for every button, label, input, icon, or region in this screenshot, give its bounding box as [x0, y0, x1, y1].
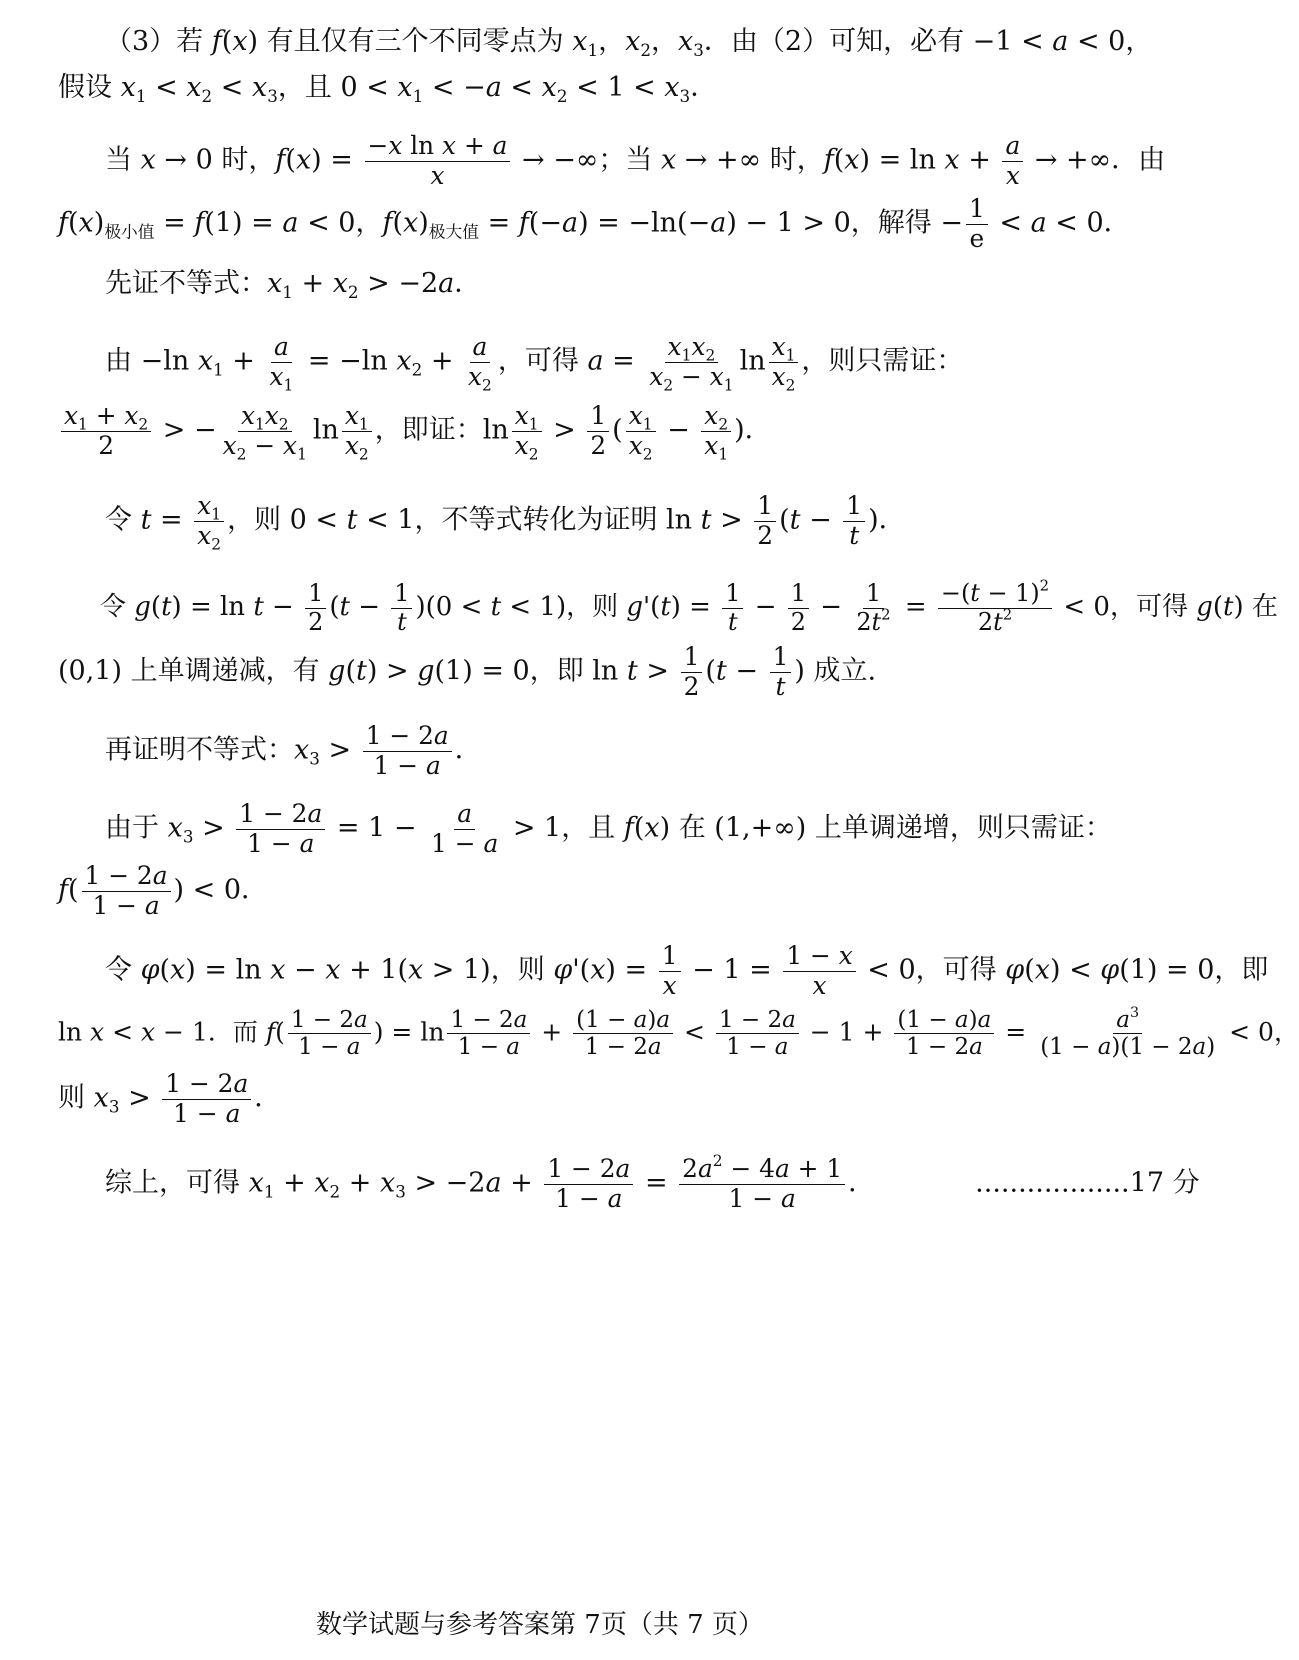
text-line-15: ln x < x − 1．而 f( $\frac{1 - 2a}{1 - a}$ ) = ln $\frac{1 - 2a}{1 - a}$ + $\frac{(1 - a)a}{1 - 2a}$ < $\frac{1 - 2a}{1 - a}$ − 1 + $\frac{(1 - a)a}{1 - 2a}$ = $\frac{a^3}{(1 - a)(1 - 2a)}$ < 0， [58, 1005, 1299, 1061]
text-line-13: f( $\frac{1 - 2a}{1 - a}$ ) < 0． [58, 861, 269, 920]
text-line-16: 则 $x_3$ > $\frac{1 - 2a}{1 - a}$ ． [58, 1069, 282, 1128]
text-line-9: 令 g(t) = ln t − $\frac{1}{2}$ (t − $\frac{1}{t}$ )(0 < t < 1)，则 g'(t) = $\frac{1}{t}$ − $\frac{1}{2}$ − $\frac{1}{2t^2}$ = $\frac{-(t - 1)^2}{2t^2}$ < 0，可得 g(t) 在 [100, 577, 1278, 636]
text-line-4: $f(x)_{极小值} = f(1) = a < 0$，$f(x)_{极大值} = f(-a) = -\ln(-a) - 1 > 0$，解得 − $\frac{1}{e}$ < a < 0． [58, 194, 1131, 253]
text-line-7: $\frac{x_1 + x_2}{2}$ > − $\frac{x_1x_2}{x_2 - x_1}$ ln $\frac{x_1}{x_2}$ ，即证：ln $\frac{x_1}{x_2}$ > $\frac{1}{2}$ ( $\frac{x_1}{x_2}$ − $\frac{x_2}{x_1}$ )． [0, 402, 1080, 460]
text-line-10: (0,1) 上单调递减，有 g(t) > g(1) = 0，即 ln t > $\frac{1}{2}$ (t − $\frac{1}{t}$ ) 成立. [58, 642, 877, 701]
text-line-5: 先证不等式：$x_1 + x_2 > -2a$． [105, 268, 482, 302]
text-line-12: 由于 $x_3$ > $\frac{1 - 2a}{1 - a}$ = 1 − $\frac{a}{1 - a}$ > 1，且 f(x) 在 (1,+∞) 上单调递增，则只需证： [105, 799, 1112, 858]
page-footer: 数学试题与参考答案第 7页（共 7 页） [316, 1610, 764, 1640]
text-line-14: 令 φ(x) = ln x − x + 1(x > 1)，则 φ'(x) = $\frac{1}{x}$ − 1 = $\frac{1 - x}{x}$ < 0，可得 φ(x) < φ(1) = 0，即 [105, 941, 1269, 1000]
text-line-3: 当 x → 0 时，f(x) = $\frac{\text{−x ln x + a}}{x}$ → −∞；当 x → +∞ 时，f(x) = ln x + $\frac{a}{x}$ → +∞．由 [105, 131, 1166, 190]
text-line-1: （3）若 f(x) 有且仅有三个不同零点为 $x_1$，$x_2$，$x_3$．由（2）可知，必有 −1 < a < 0， [105, 26, 1153, 60]
text-line-2: 假设 $x_1 < x_2 < x_3$，且 $0 < x_1 < -a < x_2 < 1 < x_3$． [58, 72, 718, 106]
text-line-11: 再证明不等式：$x_3$ > $\frac{1 - 2a}{1 - a}$ ． [105, 721, 482, 780]
text-line-17: 综上，可得 $x_1 + x_2 + x_3 > -2a$ + $\frac{1 - 2a}{1 - a}$ = $\frac{2a^2 - 4a + 1}{1 - a}$ ． ..................17 分 [105, 1152, 1200, 1213]
text-line-8: 令 t = $\frac{x_1}{x_2}$ ，则 0 < t < 1，不等式转化为证明 ln t > $\frac{1}{2}$ (t − $\frac{1}{t}$ )． [105, 491, 906, 553]
text-line-6: 由 −ln $x_1$ + $\frac{a}{x_1}$ = −ln $x_2$ + $\frac{a}{x_2}$ ，可得 a = $\frac{x_1x_2}{x_2 - x_1}$ ln $\frac{x_1}{x_2}$ ，则只需证： [105, 332, 964, 394]
